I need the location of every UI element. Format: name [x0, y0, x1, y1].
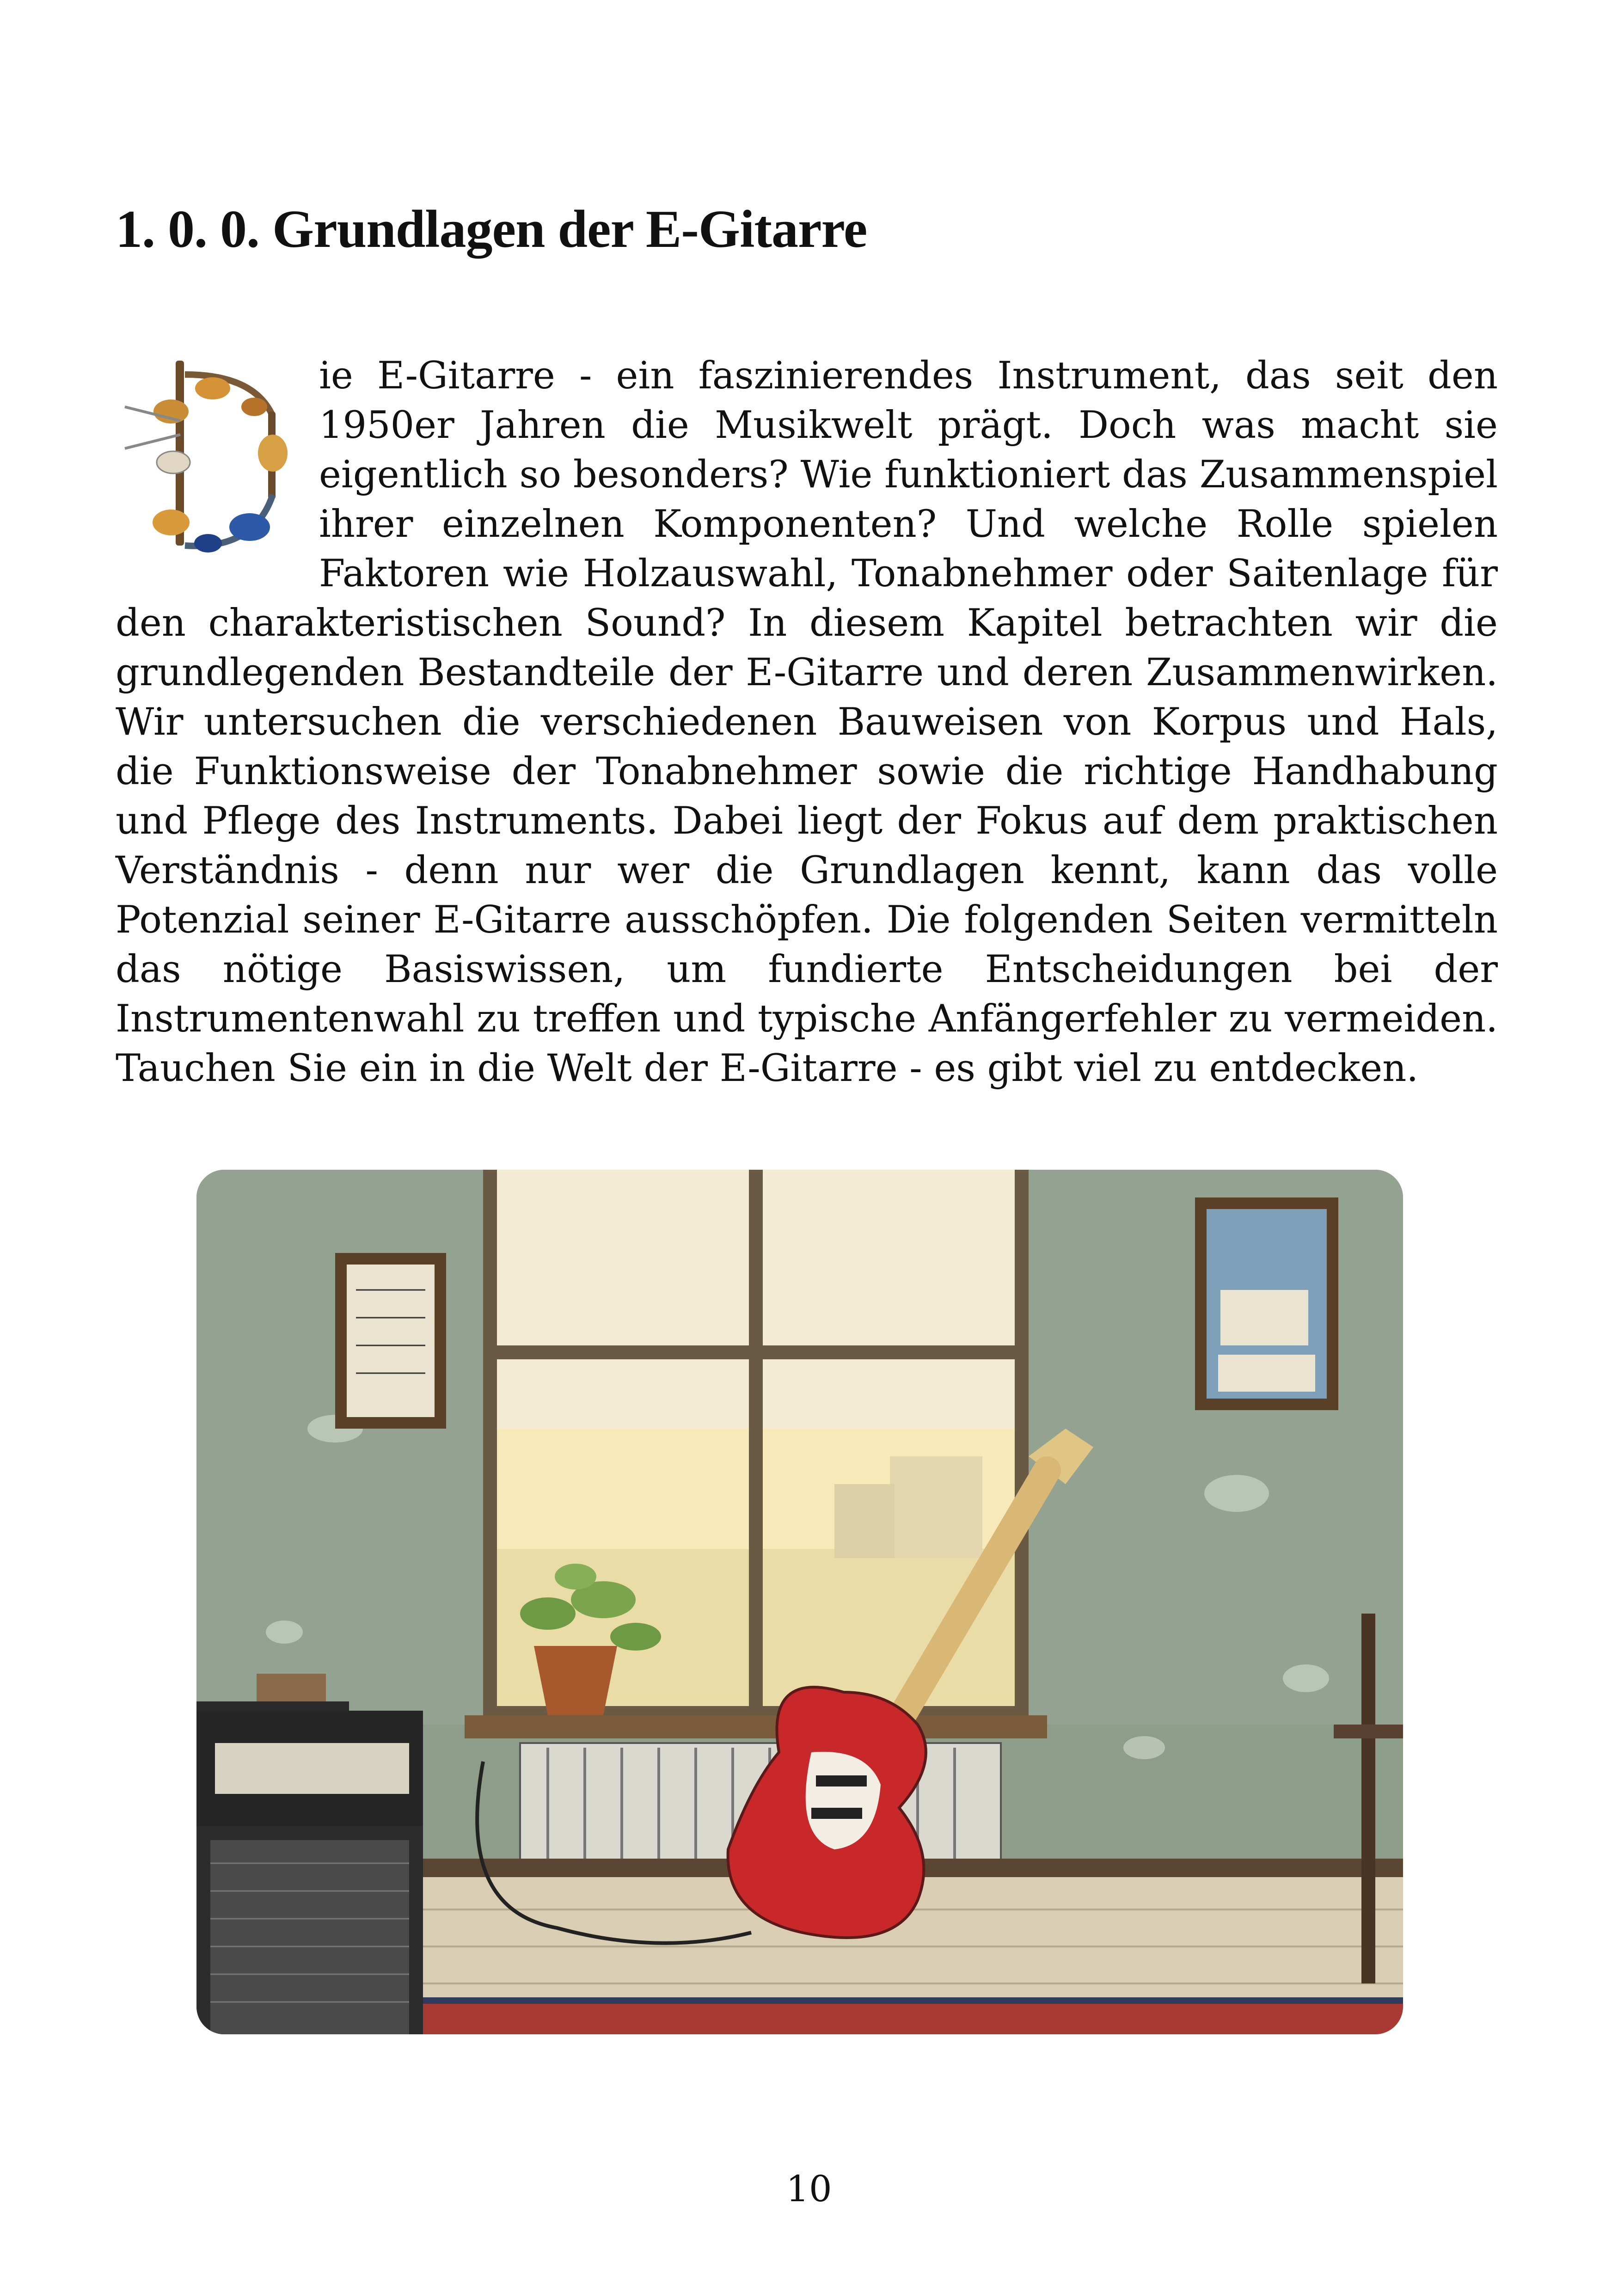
amplifier: [196, 1674, 423, 2034]
guitar-dropcap-illustration: [116, 356, 310, 559]
paragraph-text: ie E-Gitarre - ein faszinierendes Instrument, das seit den 1950er Jahren die Musikwelt prägt. Doch was macht sie eigentlich so besonders? Wie funktioniert das Zusammenspiel ihrer einzelnen Komponenten? Und welche Rolle spielen Faktoren wie Holzauswahl, Tonabnehmer oder Saitenlage für den charakteristischen Sound? In diesem Kapitel betrachten wir die grundlegenden Bestandteile der E-Gitarre und deren Zusammenwirken. Wir untersuchen die verschiedenen Bauweisen von Korpus und Hals, die Funktionsweise der Tonabnehmer sowie die richtige Handhabung und Pflege des Instruments. Dabei liegt der Fokus auf dem praktischen Verständnis - denn nur wer die Grundlagen kennt, kann das volle Potenzial seiner E-Gitarre ausschöpfen. Die folgenden Seiten vermitteln das nötige Basiswissen, um fundierte Entscheidungen bei der Instrumentenwahl zu treffen und typische Anfängerfehler zu vermeiden. Tauchen Sie ein in die Welt der E-Gitarre - es gibt viel zu entdecken.: [116, 354, 1498, 1090]
chapter-heading: 1. 0. 0. Grundlagen der E-Gitarre: [116, 200, 867, 259]
intro-paragraph: [116, 351, 1498, 1093]
guitar-icon: [185, 374, 273, 416]
wall-picture-left: [335, 1253, 446, 1429]
wall-picture-right: [1195, 1197, 1338, 1410]
page-number: 10: [786, 2168, 832, 2210]
guitar-icon: [153, 361, 190, 546]
guitar-icon: [258, 411, 288, 499]
guitar-icon: [185, 495, 273, 553]
room-with-guitar-illustration: [196, 1170, 1403, 2034]
